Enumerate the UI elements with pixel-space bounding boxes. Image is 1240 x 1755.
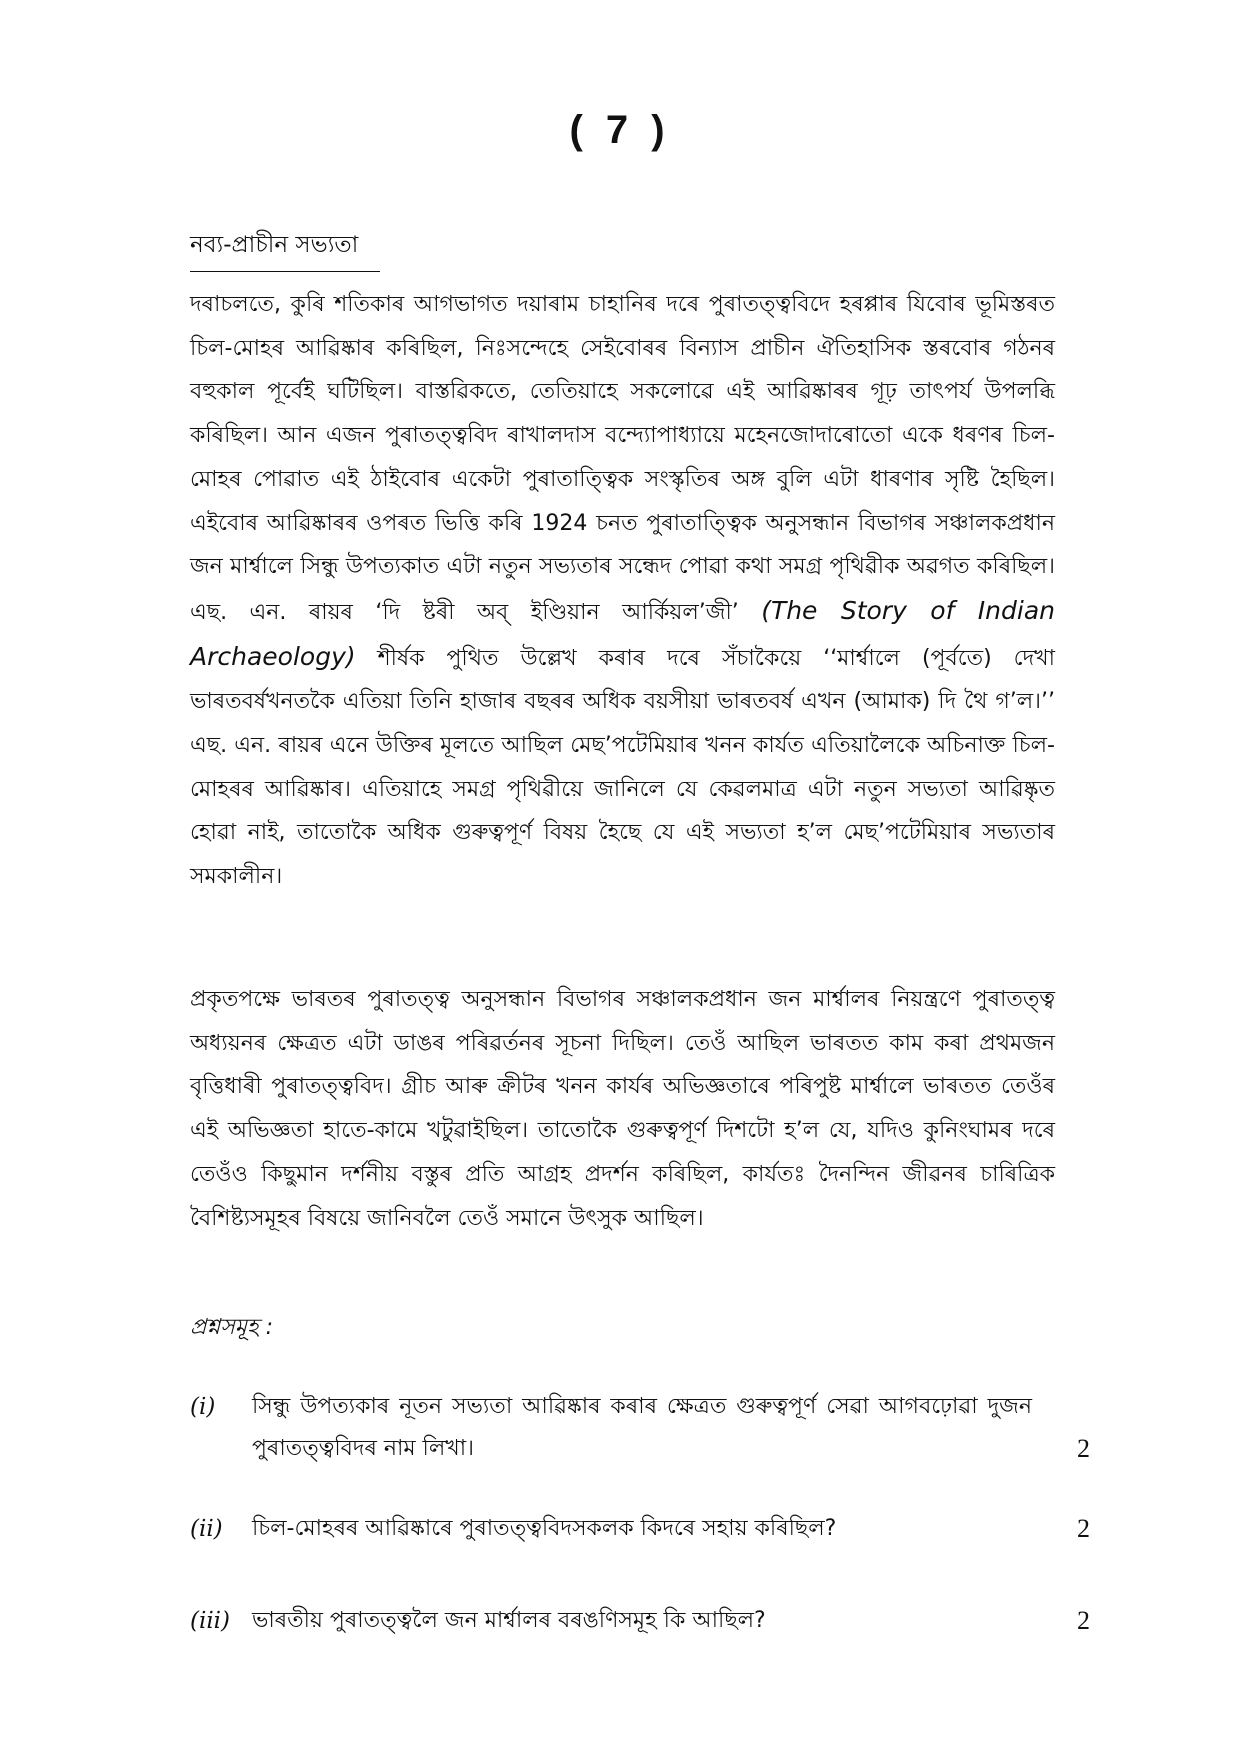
question-number: (ii) [190,1516,223,1542]
page-number: ( 7 ) [569,108,671,152]
paragraph-1-text-b: শীৰ্ষক পুথিত উল্লেখ কৰাৰ দৰে সঁচাকৈয়ে ‘‘মাৰ্শ্বালে (পূৰ্বতে) দেখা ভাৰতবৰ্ষখনতকৈ এতিয়া তিনি হাজাৰ বছৰৰ অধিক বয়সীয়া ভাৰতবৰ্ষ এখন (আমাক) দি থৈ গ’ল।’’ এছ. এন. ৰায়ৰ এনে উক্তিৰ মূলতে আছিল মেছ’পটেমিয়াৰ খনন কাৰ্যত এতিয়ালৈকে অচিনাক্ত চিল-মোহৰৰ আৱিষ্কাৰ। এতিয়াহে সমগ্ৰ পৃথিৱীয়ে জানিলে যে কেৱলমাত্ৰ এটা নতুন সভ্যতা আৱিষ্কৃত হোৱা নাই, তাতোকৈ অধিক গুৰুত্বপূৰ্ণ বিষয় হৈছে যে এই সভ্যতা হ’ল মেছ’পটেমিয়াৰ সভ্যতাৰ সমকালীন। [190,645,1055,890]
section-title: নব্য-প্ৰাচীন সভ্যতা [190,226,380,272]
question-text: চিল-মোহৰৰ আৱিষ্কাৰে পুৰাতত্ত্ববিদসকলক কিদৰে সহায় কৰিছিল? [252,1516,837,1541]
question-marks: 2 [1077,1606,1090,1635]
questions-heading: প্ৰশ্নসমূহ : [190,1315,273,1340]
book-title-english: (The Story of Indian Archaeology) [190,595,1055,671]
question-text: ভাৰতীয় পুৰাতত্ত্বলৈ জন মাৰ্শ্বালৰ বৰঙণিসমূহ কি আছিল? [252,1608,766,1633]
question-number: (i) [190,1394,216,1420]
question-text: সিন্ধু উপত্যকাৰ নূতন সভ্যতা আৱিষ্কাৰ কৰাৰ ক্ষেত্ৰত গুৰুত্বপূৰ্ণ সেৱা আগবঢ়োৱা দুজন পুৰাতত্ত্ববিদৰ নাম লিখা। [252,1394,1032,1461]
question-item [190,1386,1090,1476]
question-number: (iii) [190,1608,231,1634]
question-item [190,1508,1090,1552]
question-marks: 2 [1077,1434,1090,1463]
paragraph-2: প্ৰকৃতপক্ষে ভাৰতৰ পুৰাতত্ত্ব অনুসন্ধান বিভাগৰ সঞ্চালকপ্ৰধান জন মাৰ্শ্বালৰ নিয়ন্ত্ৰণে পুৰাতত্ত্ব অধ্যয়নৰ ক্ষেত্ৰত এটা ডাঙৰ পৰিৱৰ্তনৰ সূচনা দিছিল। তেওঁ আছিল ভাৰতত কাম কৰা প্ৰথমজন বৃত্তিধাৰী পুৰাতত্ত্ববিদ। গ্ৰীচ আৰু ক্ৰীটৰ খনন কাৰ্যৰ অভিজ্ঞতাৰে পৰিপুষ্ট মাৰ্শ্বালে ভাৰতত তেওঁৰ এই অভিজ্ঞতা হাতে-কামে খটুৱাইছিল। তাতোকৈ গুৰুত্বপূৰ্ণ দিশটো হ’ল যে, যদিও কুনিংঘামৰ দৰে তেওঁও কিছুমান দৰ্শনীয় বস্তুৰ প্ৰতি আগ্ৰহ প্ৰদৰ্শন কৰিছিল, কাৰ্যতঃ দৈনন্দিন জীৱনৰ চাৰিত্ৰিক বৈশিষ্ট্যসমূহৰ বিষয়ে জানিবলৈ তেওঁ সমানে উৎসুক আছিল। [190,987,1055,1231]
paragraph-1-text-a: দৰাচলতে, কুৰি শতিকাৰ আগভাগত দয়াৰাম চাহানিৰ দৰে পুৰাতত্ত্ববিদে হৰপ্পাৰ যিবোৰ ভূমিস্তৰত চিল-মোহৰ আৱিষ্কাৰ কৰিছিল, নিঃসন্দেহে সেইবোৰৰ বিন্যাস প্ৰাচীন ঐতিহাসিক স্তৰবোৰ গঠনৰ বহুকাল পূৰ্বেই ঘটিছিল। বাস্তৱিকতে, তেতিয়াহে সকলোৱে এই আৱিষ্কাৰৰ গূঢ় তাৎপৰ্য উপলব্ধি কৰিছিল। আন এজন পুৰাতত্ত্ববিদ ৰাখালদাস বন্দ্যোপাধ্যায়ে মহেনজোদাৰোতো একে ধৰণৰ চিল-মোহৰ পোৱাত এই ঠাইবোৰ একেটা পুৰাতাত্ত্বিক সংস্কৃতিৰ অঙ্গ বুলি এটা ধাৰণাৰ সৃষ্টি হৈছিল। এইবোৰ আৱিষ্কাৰৰ ওপৰত ভিত্তি কৰি 1924 চনত পুৰাতাত্ত্বিক অনুসন্ধান বিভাগৰ সঞ্চালকপ্ৰধান জন মাৰ্শ্বালে সিন্ধু উপত্যকাত এটা নতুন সভ্যতাৰ সন্ধেদ পোৱা কথা সমগ্ৰ পৃথিৱীক অৱগত কৰিছিল। এছ. এন. ৰায়ৰ ‘দি ষ্টৰী অব্‌ ইণ্ডিয়ান আৰ্কিয়ল’জী’ [190,292,1055,625]
question-marks: 2 [1077,1514,1090,1543]
paragraph-1 [190,283,1055,899]
question-item [190,1600,1090,1644]
